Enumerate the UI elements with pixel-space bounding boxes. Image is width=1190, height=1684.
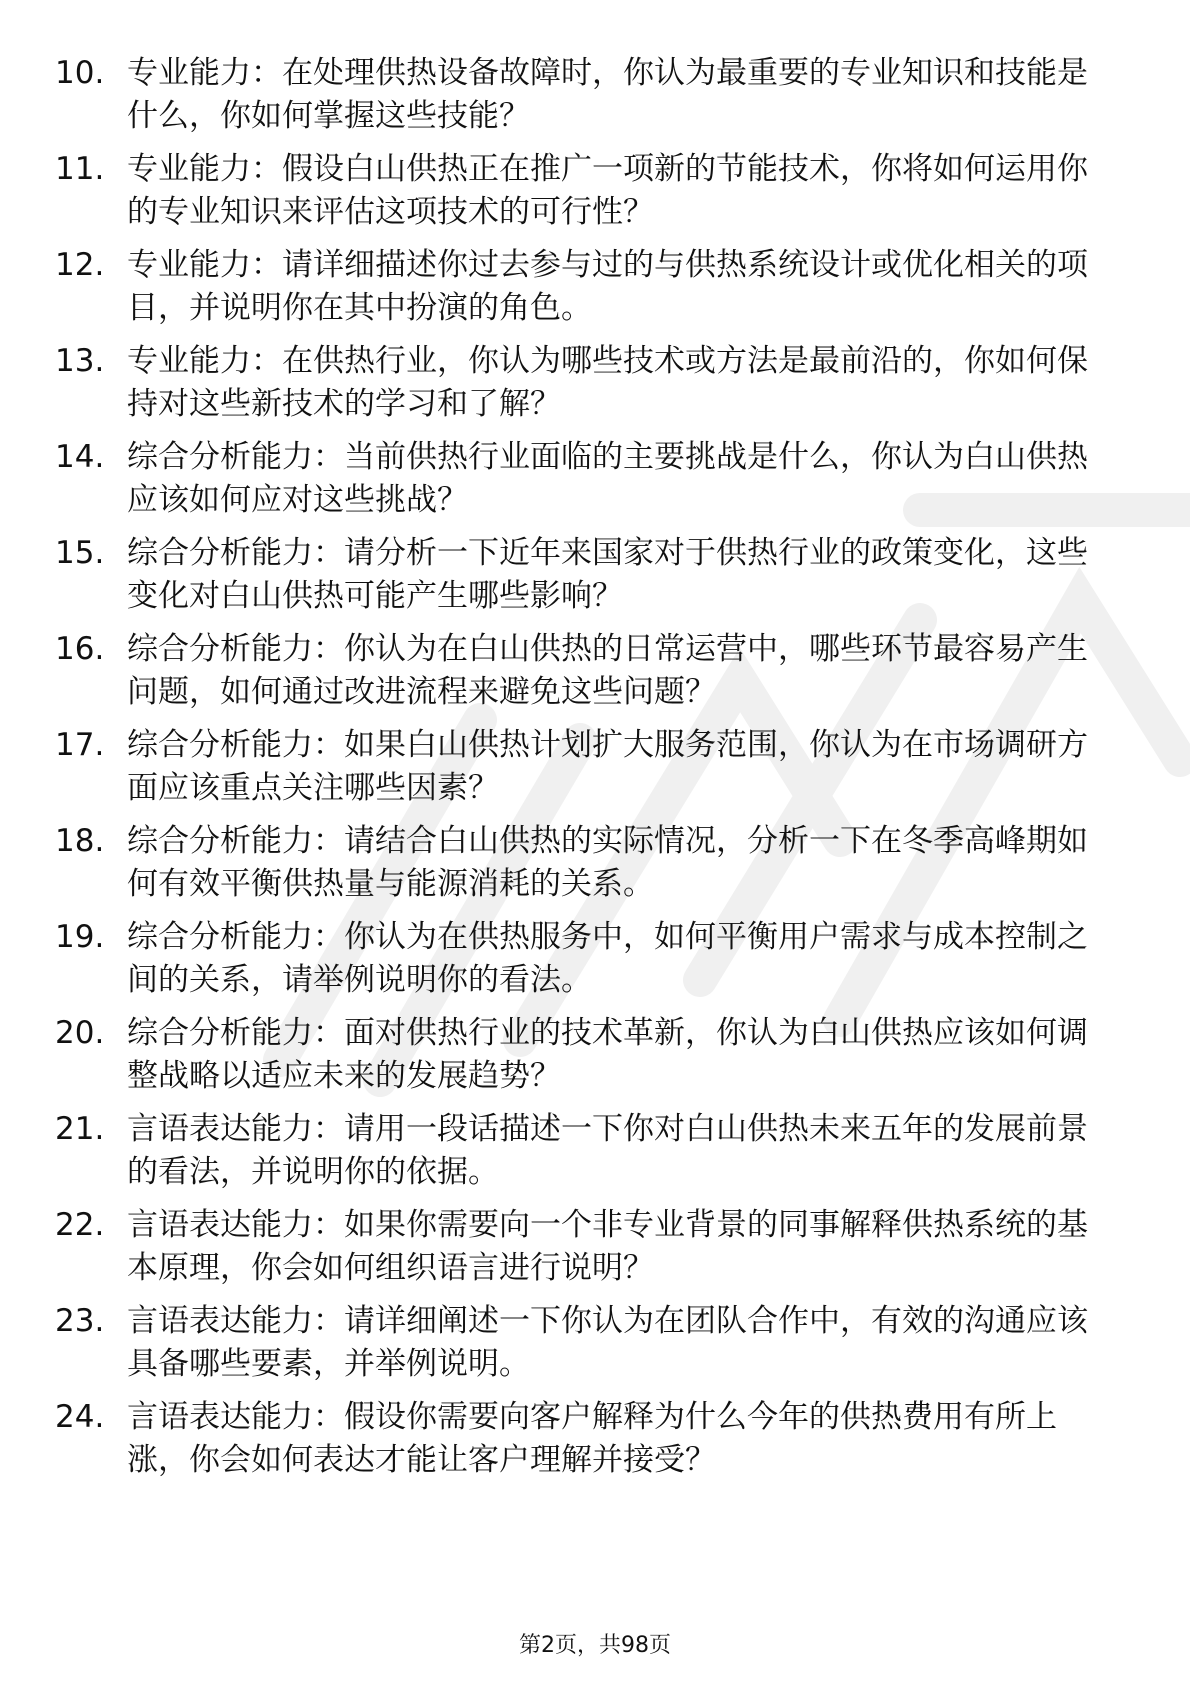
question-text: 言语表达能力：如果你需要向一个非专业背景的同事解释供热系统的基本原理，你会如何组织语言进行说明？: [127, 1207, 1088, 1286]
question-number: 16.: [55, 631, 105, 667]
question-number: 14.: [55, 439, 105, 475]
question-number: 15.: [55, 535, 105, 571]
question-text: 综合分析能力：如果白山供热计划扩大服务范围，你认为在市场调研方面应该重点关注哪些因素？: [127, 727, 1088, 806]
question-item: [55, 436, 1115, 522]
question-number: 18.: [55, 823, 105, 859]
question-text: 言语表达能力：请用一段话描述一下你对白山供热未来五年的发展前景的看法，并说明你的依据。: [127, 1111, 1088, 1190]
question-text: 言语表达能力：假设你需要向客户解释为什么今年的供热费用有所上涨，你会如何表达才能让客户理解并接受？: [127, 1399, 1057, 1478]
question-item: [55, 1204, 1115, 1290]
question-item: [55, 340, 1115, 426]
question-text: 专业能力：请详细描述你过去参与过的与供热系统设计或优化相关的项目，并说明你在其中扮演的角色。: [127, 247, 1088, 326]
question-item: [55, 820, 1115, 906]
question-item: [55, 916, 1115, 1002]
question-item: [55, 532, 1115, 618]
question-number: 21.: [55, 1111, 105, 1147]
question-number: 19.: [55, 919, 105, 955]
question-number: 20.: [55, 1015, 105, 1051]
question-item: [55, 244, 1115, 330]
question-item: [55, 1108, 1115, 1194]
question-item: [55, 52, 1115, 138]
question-list: [55, 52, 1115, 1492]
question-text: 综合分析能力：面对供热行业的技术革新，你认为白山供热应该如何调整战略以适应未来的发展趋势？: [127, 1015, 1088, 1094]
question-item: [55, 148, 1115, 234]
question-text: 综合分析能力：你认为在白山供热的日常运营中，哪些环节最容易产生问题，如何通过改进流程来避免这些问题？: [127, 631, 1088, 710]
question-number: 22.: [55, 1207, 105, 1243]
question-number: 24.: [55, 1399, 105, 1435]
question-text: 专业能力：在供热行业，你认为哪些技术或方法是最前沿的，你如何保持对这些新技术的学习和了解？: [127, 343, 1088, 422]
question-text: 综合分析能力：你认为在供热服务中，如何平衡用户需求与成本控制之间的关系，请举例说明你的看法。: [127, 919, 1088, 998]
question-item: [55, 628, 1115, 714]
question-number: 12.: [55, 247, 105, 283]
question-number: 10.: [55, 55, 105, 91]
question-text: 综合分析能力：当前供热行业面临的主要挑战是什么，你认为白山供热应该如何应对这些挑战？: [127, 439, 1088, 518]
question-item: [55, 1012, 1115, 1098]
question-number: 23.: [55, 1303, 105, 1339]
question-number: 11.: [55, 151, 105, 187]
question-text: 综合分析能力：请结合白山供热的实际情况，分析一下在冬季高峰期如何有效平衡供热量与能源消耗的关系。: [127, 823, 1088, 902]
page-footer: 第2页，共98页: [519, 1633, 671, 1658]
question-text: 专业能力：假设白山供热正在推广一项新的节能技术，你将如何运用你的专业知识来评估这项技术的可行性？: [127, 151, 1088, 230]
question-item: [55, 1396, 1115, 1482]
question-text: 综合分析能力：请分析一下近年来国家对于供热行业的政策变化，这些变化对白山供热可能产生哪些影响？: [127, 535, 1088, 614]
question-number: 17.: [55, 727, 105, 763]
question-item: [55, 1300, 1115, 1386]
question-text: 言语表达能力：请详细阐述一下你认为在团队合作中，有效的沟通应该具备哪些要素，并举例说明。: [127, 1303, 1088, 1382]
question-text: 专业能力：在处理供热设备故障时，你认为最重要的专业知识和技能是什么，你如何掌握这些技能？: [127, 55, 1088, 134]
question-item: [55, 724, 1115, 810]
question-number: 13.: [55, 343, 105, 379]
